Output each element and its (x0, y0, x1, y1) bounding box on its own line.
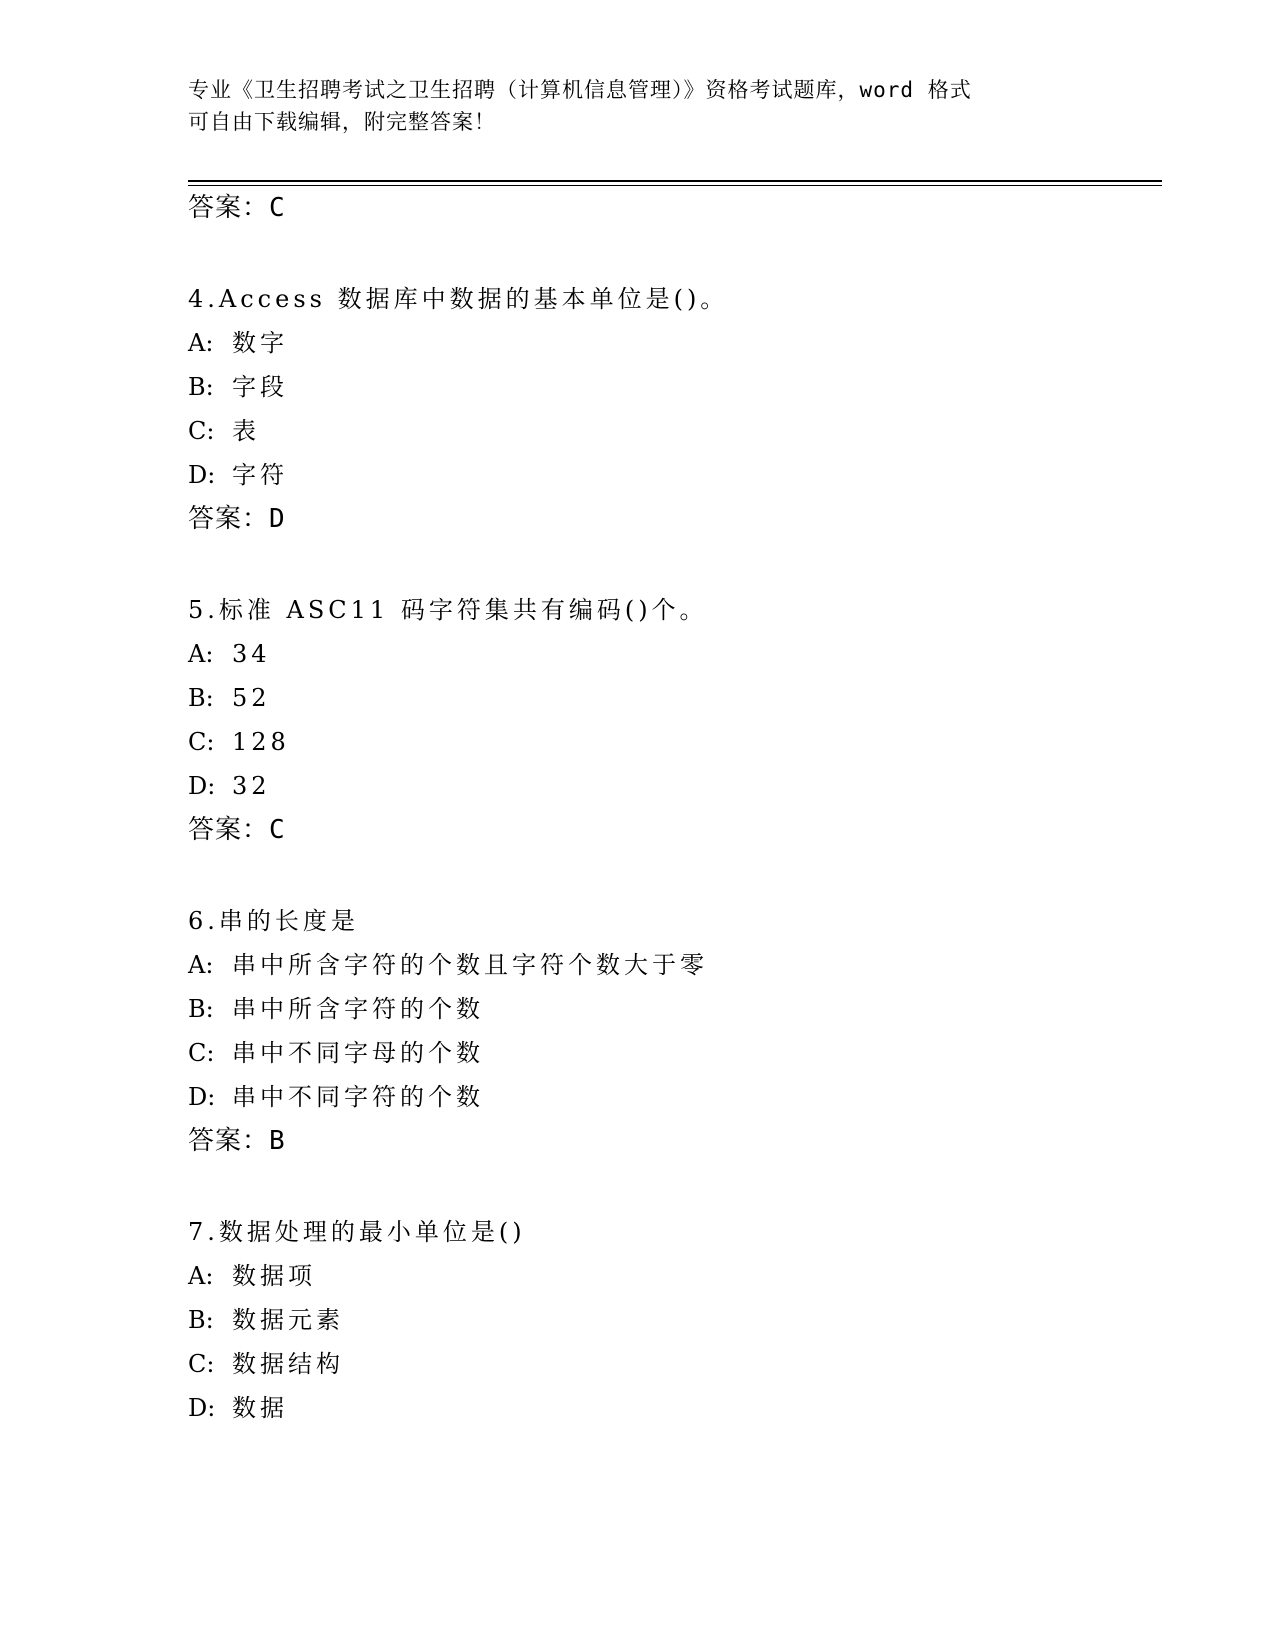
option-text: 52 (232, 684, 271, 712)
option-text: 34 (232, 640, 271, 668)
question-5-stem: 5.标准 ASC11 码字符集共有编码()个。 (188, 596, 708, 624)
option-text: 数据结构 (232, 1350, 344, 1378)
document-header (188, 74, 1088, 138)
header-divider-thick (188, 180, 1162, 182)
option-text: 128 (232, 728, 290, 756)
option-text: 表 (232, 417, 260, 445)
question-7-option-d (188, 1392, 288, 1424)
option-text: 数字 (232, 329, 288, 357)
option-label: A: (188, 1262, 214, 1290)
question-4-option-b (188, 371, 288, 403)
option-text: 数据 (232, 1394, 288, 1422)
question-5-option-a (188, 638, 271, 670)
option-text: 字段 (232, 373, 288, 401)
header-line-2: 可自由下载编辑，附完整答案！ (188, 110, 496, 134)
option-text: 数据元素 (232, 1306, 344, 1334)
question-6-option-b (188, 993, 484, 1025)
option-label: C: (188, 417, 215, 445)
option-label: B: (188, 1306, 214, 1334)
question-6-option-a (188, 949, 708, 981)
question-4-stem: 4.Access 数据库中数据的基本单位是()。 (188, 285, 729, 313)
option-text: 串中不同字母的个数 (232, 1039, 484, 1067)
header-line-1: 专业《卫生招聘考试之卫生招聘（计算机信息管理）》资格考试题库，word 格式 (188, 78, 972, 102)
option-label: A: (188, 640, 214, 668)
option-text: 字符 (232, 461, 288, 489)
question-6-stem: 6.串的长度是 (188, 907, 359, 935)
option-label: C: (188, 728, 215, 756)
question-7-stem: 7.数据处理的最小单位是() (188, 1218, 526, 1246)
question-6-answer: 答案：B (188, 1126, 286, 1156)
question-5-option-b (188, 682, 271, 714)
question-4-option-a (188, 327, 288, 359)
question-4-answer: 答案：D (188, 504, 286, 534)
answer-previous: 答案：C (188, 193, 286, 223)
option-text: 串中不同字符的个数 (232, 1083, 484, 1111)
question-7-option-a (188, 1260, 316, 1292)
option-label: D: (188, 772, 216, 800)
question-5-option-d (188, 770, 271, 802)
question-6-option-d (188, 1081, 484, 1113)
question-4-option-d (188, 459, 288, 491)
option-label: D: (188, 1394, 216, 1422)
question-5-option-c (188, 726, 290, 758)
option-text: 串中所含字符的个数且字符个数大于零 (232, 951, 708, 979)
header-divider-thin (188, 185, 1162, 186)
option-label: A: (188, 329, 214, 357)
question-7-option-c (188, 1348, 344, 1380)
option-label: D: (188, 1083, 216, 1111)
question-6-option-c (188, 1037, 484, 1069)
option-label: B: (188, 995, 214, 1023)
option-label: A: (188, 951, 214, 979)
option-label: B: (188, 373, 214, 401)
option-label: C: (188, 1350, 215, 1378)
option-label: C: (188, 1039, 215, 1067)
option-text: 32 (232, 772, 271, 800)
option-text: 串中所含字符的个数 (232, 995, 484, 1023)
question-5-answer: 答案：C (188, 815, 286, 845)
option-label: B: (188, 684, 214, 712)
option-label: D: (188, 461, 216, 489)
question-7-option-b (188, 1304, 344, 1336)
question-4-option-c (188, 415, 260, 447)
option-text: 数据项 (232, 1262, 316, 1290)
